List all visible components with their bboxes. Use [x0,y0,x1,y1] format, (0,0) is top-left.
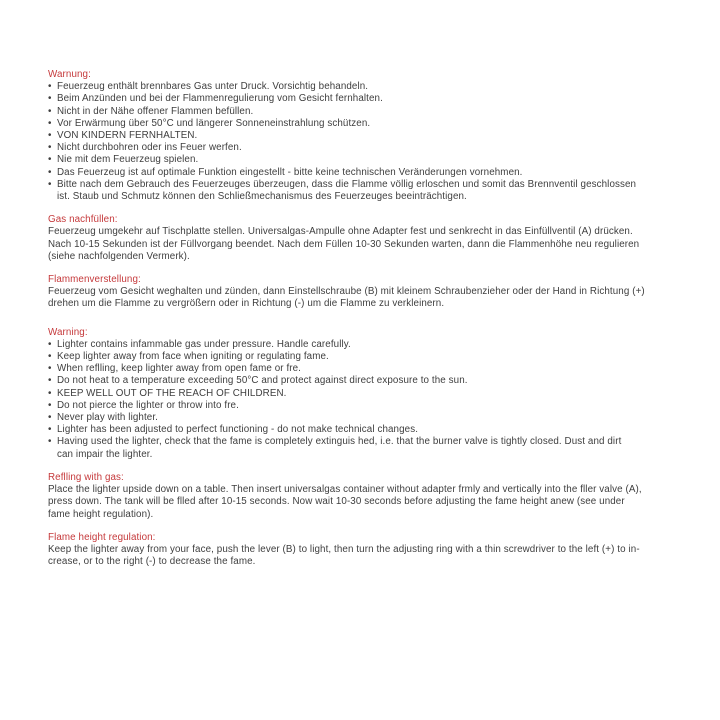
section-warnung-de [48,69,677,203]
text-line: • Feuerzeug enthält brennbares Gas unter Druck. Vorsichtig behandeln. [57,81,369,93]
section-paragraph [48,544,677,568]
section-flame-height-en [48,532,677,569]
text-line: • Do not heat to a temperature exceeding 50°C and protect against direct exposure to the sun. [57,375,468,387]
bullet-item [48,351,677,363]
text-line: • Nicht in der Nähe offener Flammen befüllen. [57,105,254,117]
text-line: • Lighter has been adjusted to perfect functioning - do not make technical changes. [57,424,419,436]
text-line: • Never play with lighter. [57,412,158,424]
text-line: • KEEP WELL OUT OF THE REACH OF CHILDREN. [57,387,287,399]
text-line: can impair the lighter. [57,448,153,460]
text-line: • Beim Anzünden und bei der Flammenregulierung vom Gesicht fernhalten. [57,93,383,105]
bullet-item [48,388,677,400]
section-paragraph [48,286,677,310]
text-line: (siehe nachfolgenden Vermerk). [48,250,190,262]
text-line: • When reflling, keep lighter away from open fame or fre. [57,363,302,375]
text-line: • Bitte nach dem Gebrauch des Feuerzeuges überzeugen, dass die Flamme völlig erloschen und somit das Brennventil geschlossen [57,178,637,190]
section-heading: Flame height regulation: [48,531,156,543]
section-paragraph [48,484,677,521]
section-heading: Gas nachfüllen: [48,214,118,226]
section-gas-nachfuellen-de [48,214,677,263]
text-line: Place the lighter upside down on a table. Then insert universalgas container without adapter frmly and vertically into the fller valve (A), [48,484,642,496]
text-line: crease, or to the right (-) to decrease the fame. [48,556,256,568]
text-line: press down. The tank will be flled after 10-15 seconds. Now wait 10-30 seconds before adjusting the fame height anew (see under [48,496,625,508]
bullet-item [48,363,677,375]
text-line: • Das Feuerzeug ist auf optimale Funktion eingestellt - bitte keine technischen Veränderungen vornehmen. [57,166,523,178]
text-line: • Do not pierce the lighter or throw into fre. [57,399,239,411]
instruction-sheet [48,69,677,568]
section-refilling-en [48,472,677,521]
text-line: ist. Staub und Schmutz können den Schließmechanismus des Feuerzeuges beeinträchtigen. [57,191,467,203]
text-line: • Lighter contains infammable gas under pressure. Handle carefully. [57,338,351,350]
bullet-list [48,339,677,461]
bullet-item [48,118,677,130]
bullet-item [48,130,677,142]
bullet-item [48,400,677,412]
bullet-item [48,106,677,118]
section-heading: Flammenverstellung: [48,274,141,286]
section-warning-en [48,327,677,461]
bullet-item [48,81,677,93]
text-line: Feuerzeug umgekehr auf Tischplatte stellen. Universalgas-Ampulle ohne Adapter fest und senkrecht in das Einfüllventil (A) drücken. [48,226,633,238]
bullet-item [48,167,677,179]
text-line: Nach 10-15 Sekunden ist der Füllvorgang beendet. Nach dem Füllen 10-30 Sekunden warten, dann die Flammenhöhe neu regulieren [48,238,640,250]
section-paragraph [48,226,677,263]
bullet-item [48,424,677,436]
text-line: • Keep lighter away from face when igniting or regulating fame. [57,351,329,363]
section-heading: Warning: [48,326,88,338]
bullet-item [48,179,677,203]
bullet-item [48,436,677,460]
section-flammenverstellung-de [48,274,677,311]
text-line: • Vor Erwärmung über 50°C und längerer Sonneneinstrahlung schützen. [57,117,371,129]
bullet-item [48,412,677,424]
text-line: • Having used the lighter, check that the fame is completely extinguis hed, i.e. that the burner valve is tightly closed. Dust and dirt [57,436,622,448]
bullet-item [48,154,677,166]
bullet-list [48,81,677,203]
text-line: • Nicht durchbohren oder ins Feuer werfen. [57,142,242,154]
text-line: • Nie mit dem Feuerzeug spielen. [57,154,199,166]
text-line: Feuerzeug vom Gesicht weghalten und zünden, dann Einstellschraube (B) mit kleinem Schraubenzieher oder der Hand in Richtung (+) [48,286,645,298]
section-heading: Warnung: [48,69,91,80]
section-heading: Reflling with gas: [48,471,124,483]
bullet-item [48,93,677,105]
bullet-item [48,142,677,154]
text-line: drehen um die Flamme zu vergrößern oder in Richtung (-) um die Flamme zu verkleinern. [48,298,445,310]
bullet-item [48,375,677,387]
text-line: Keep the lighter away from your face, push the lever (B) to light, then turn the adjusting ring with a thin screwdriver to the left (+) to in- [48,543,640,555]
text-line: fame height regulation). [48,508,154,520]
bullet-item [48,339,677,351]
text-line: • VON KINDERN FERNHALTEN. [57,130,198,142]
